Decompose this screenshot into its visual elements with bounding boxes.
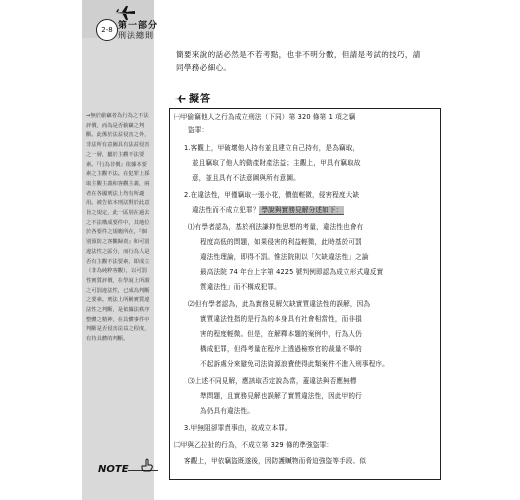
answer-line: 為仍具有違法性。 xyxy=(200,407,254,415)
part-title: 第一部分 xyxy=(118,21,159,31)
answer-box xyxy=(169,108,441,480)
answer-line: ⑴有學者認為，基於刑法謙抑性思想的考量，違法性也會有 xyxy=(188,223,364,231)
answer-line: ㈡甲與乙拉扯的行為，不成立第 329 條的準強盜罪： xyxy=(174,441,334,449)
answer-line: 意，並且具有不法意圖與所有意圖。 xyxy=(192,174,300,182)
answer-line: 最高法院 74 年台上字第 4225 號判例即認為成立形式違反實 xyxy=(200,268,384,276)
answer-text: 違法性而不成立犯罪？ xyxy=(192,206,260,214)
answer-line: 盜罪： xyxy=(188,126,209,134)
answer-line: 不起訴處分來避免司法資源浪費使得此類案件不進入刑事程序。 xyxy=(200,360,389,368)
answer-line: 3.甲無阻卻罪責事由，故成立本罪。 xyxy=(184,424,292,432)
highlighted-text: 學說與實務見解分述如下： xyxy=(261,206,343,214)
answer-line: 程度高低的問題，如果侵害的利益輕微，此時基於可罰 xyxy=(200,238,362,246)
note-label: NOTE xyxy=(98,464,129,475)
answer-line: 1.客觀上，甲破壞他人持有並且建立自己持有，是為竊取， xyxy=(184,144,360,152)
answer-line: 客觀上，甲依竊盜既遂後，因防護贓物而脅迫強盜等手段、似 xyxy=(184,457,367,465)
page-number: 2-8 xyxy=(96,19,118,41)
answer-line: ⑵但有學者認為，此為實務見解欠缺實質違法性的誤解，因為 xyxy=(188,300,371,308)
chapter-subtitle: 刑法總則 xyxy=(118,31,154,40)
answer-line: 準問題，且實務見解也誤解了實質違法性，因此甲的行 xyxy=(200,392,362,400)
answer-line: 害的程度輕微。但是，在解釋本題的案例中，行為人仍 xyxy=(200,330,362,338)
answer-line: ⑶上述不同見解，應該取否定說為當，蓋違法與否應無標 xyxy=(188,377,357,385)
answer-line: 並且竊取了他人的動產財產法益；主觀上，甲具有竊取故 xyxy=(192,159,361,167)
answer-line: 違法性理論，即得不罰。惟法院則以「欠缺違法性」之論 xyxy=(200,253,369,261)
answer-line: 質違法性」而不構成犯罪。 xyxy=(200,283,281,291)
answer-line: ㈠甲偷竊他人之行為成立刑法（下同）第 320 條第 1 項之竊 xyxy=(174,113,356,121)
answer-line: 構成犯罪，但得考量在程序上透過檢察官的裁量不舉的 xyxy=(200,345,362,353)
answer-line xyxy=(192,205,344,216)
pointing-hand-icon xyxy=(140,458,154,472)
airplane-icon xyxy=(174,94,186,104)
intro-paragraph: 簡要來說的話必然是不若考點，也非不明分數，但請是考試的技巧，請同學務必細心。 xyxy=(176,50,421,72)
answer-heading xyxy=(174,90,211,105)
answer-line: 實質違法性指的是行為的本身具有社會相當性，而非損 xyxy=(200,315,362,323)
answer-heading-label: 擬答 xyxy=(189,94,211,105)
sidebar-note: →無於偷竊者為行為之不法評價，而為是否偷竊之判斷。此係於法益侵害之外，非法所有意圖具有法益侵害之一層，屬於主觀不法要素。『行為非價』依據本要素之主觀不法。在犯罪上採取主觀主義和客觀主義，兩者在各國刑法上均有所適用。被告依本刑法對於此意旨之規定，此一區別在過去之不法構成要件中，其地位於各要件之規範所在，『個別預防之客觀歸責』和可罰違法性之區分，而行為人是否有主觀不法要素，即成立（非為純粹客觀），以可罰性實質評價，在學說上所謂之可罰違法性，已成為判斷之要素。刑法上所稱實質違法性之判斷，是依據法秩序整體之精神，在具體事件中判斷是否侵害法益之程度，有待具體的判斷。 xyxy=(86,113,150,343)
answer-line: 2.在違法性，甲僅竊取一張小花，價值輕微，侵害程度大缺 xyxy=(184,191,360,199)
